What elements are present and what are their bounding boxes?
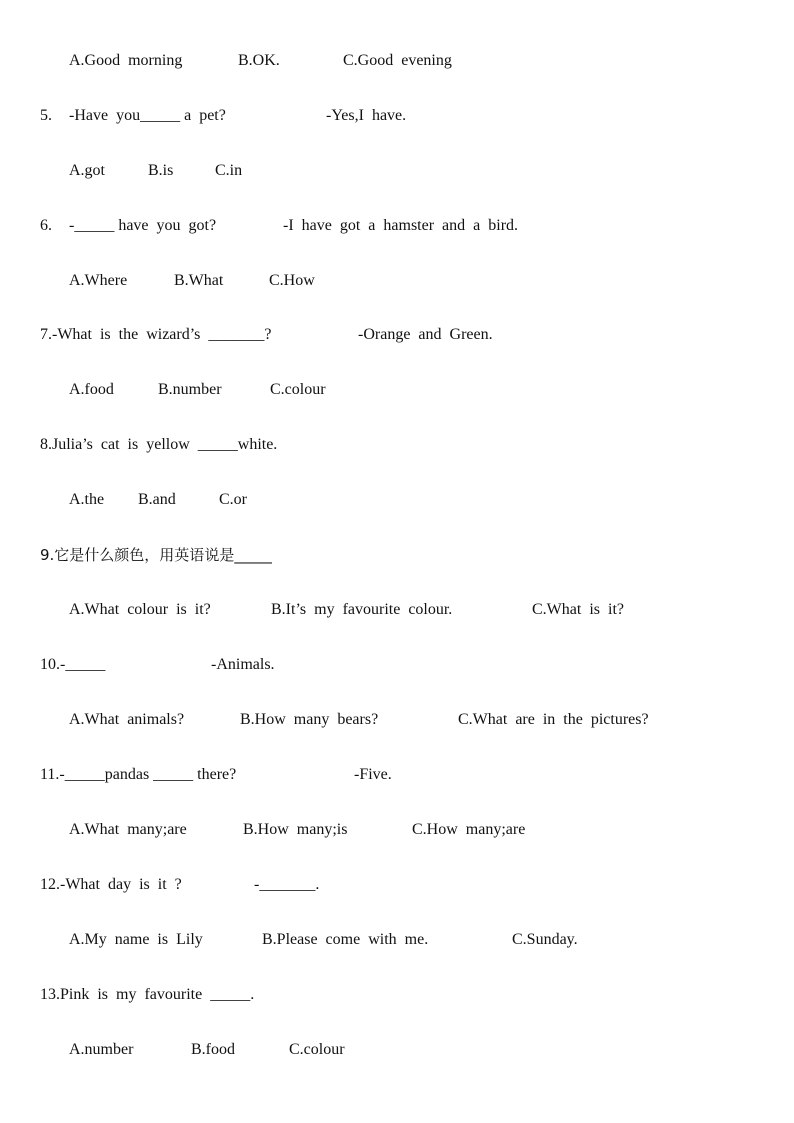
q12-option-c: C.Sunday. bbox=[512, 931, 578, 948]
q6-option-b: B.What bbox=[174, 272, 224, 289]
q7-option-c: C.colour bbox=[270, 381, 326, 398]
q9-option-a: A.What colour is it? bbox=[69, 601, 211, 618]
q13-option-b: B.food bbox=[191, 1041, 235, 1058]
q9-question: 9.它是什么颜色，用英语说是_____ bbox=[40, 546, 272, 564]
q6-answer: -I have got a hamster and a bird. bbox=[283, 217, 519, 234]
q13-question: 13.Pink is my favourite _____. bbox=[40, 986, 255, 1003]
q5-option-b: B.is bbox=[148, 162, 174, 179]
q11-answer: -Five. bbox=[354, 766, 392, 783]
q8-question: 8.Julia’s cat is yellow _____white. bbox=[40, 436, 278, 453]
q5-option-c: C.in bbox=[215, 162, 243, 179]
q5-option-a: A.got bbox=[69, 162, 105, 179]
q8-option-b: B.and bbox=[138, 491, 176, 508]
q11-option-c: C.How many;are bbox=[412, 821, 526, 838]
q10-option-c: C.What are in the pictures? bbox=[458, 711, 649, 728]
q7-option-b: B.number bbox=[158, 381, 222, 398]
q7-question: 7.-What is the wizard’s _______? bbox=[40, 326, 272, 343]
q10-option-b: B.How many bears? bbox=[240, 711, 379, 728]
q10-answer: -Animals. bbox=[211, 656, 275, 673]
q11-question: 11.-_____pandas _____ there? bbox=[40, 766, 237, 783]
q7-option-a: A.food bbox=[69, 381, 114, 398]
q4-option-a: A.Good morning bbox=[69, 52, 183, 69]
q8-option-c: C.or bbox=[219, 491, 247, 508]
q9-option-c: C.What is it? bbox=[532, 601, 624, 618]
q12-option-b: B.Please come with me. bbox=[262, 931, 429, 948]
q10-option-a: A.What animals? bbox=[69, 711, 185, 728]
q6-option-c: C.How bbox=[269, 272, 315, 289]
q4-option-c: C.Good evening bbox=[343, 52, 452, 69]
q10-question: 10.-_____ bbox=[40, 656, 106, 673]
q5-answer: -Yes,I have. bbox=[326, 107, 407, 124]
q12-question: 12.-What day is it ? bbox=[40, 876, 182, 893]
q13-option-c: C.colour bbox=[289, 1041, 345, 1058]
q11-option-b: B.How many;is bbox=[243, 821, 348, 838]
q9-option-b: B.It’s my favourite colour. bbox=[271, 601, 453, 618]
q4-option-b: B.OK. bbox=[238, 52, 280, 69]
q6-question: -_____ have you got? bbox=[69, 217, 217, 234]
q6-option-a: A.Where bbox=[69, 272, 128, 289]
q8-option-a: A.the bbox=[69, 491, 105, 508]
q6-number: 6. bbox=[40, 217, 52, 234]
q13-option-a: A.number bbox=[69, 1041, 134, 1058]
q12-option-a: A.My name is Lily bbox=[69, 931, 203, 948]
q11-option-a: A.What many;are bbox=[69, 821, 187, 838]
q7-answer: -Orange and Green. bbox=[358, 326, 493, 343]
q5-number: 5. bbox=[40, 107, 52, 124]
q12-answer: -_______. bbox=[254, 876, 320, 893]
q5-question: -Have you_____ a pet? bbox=[69, 107, 226, 124]
